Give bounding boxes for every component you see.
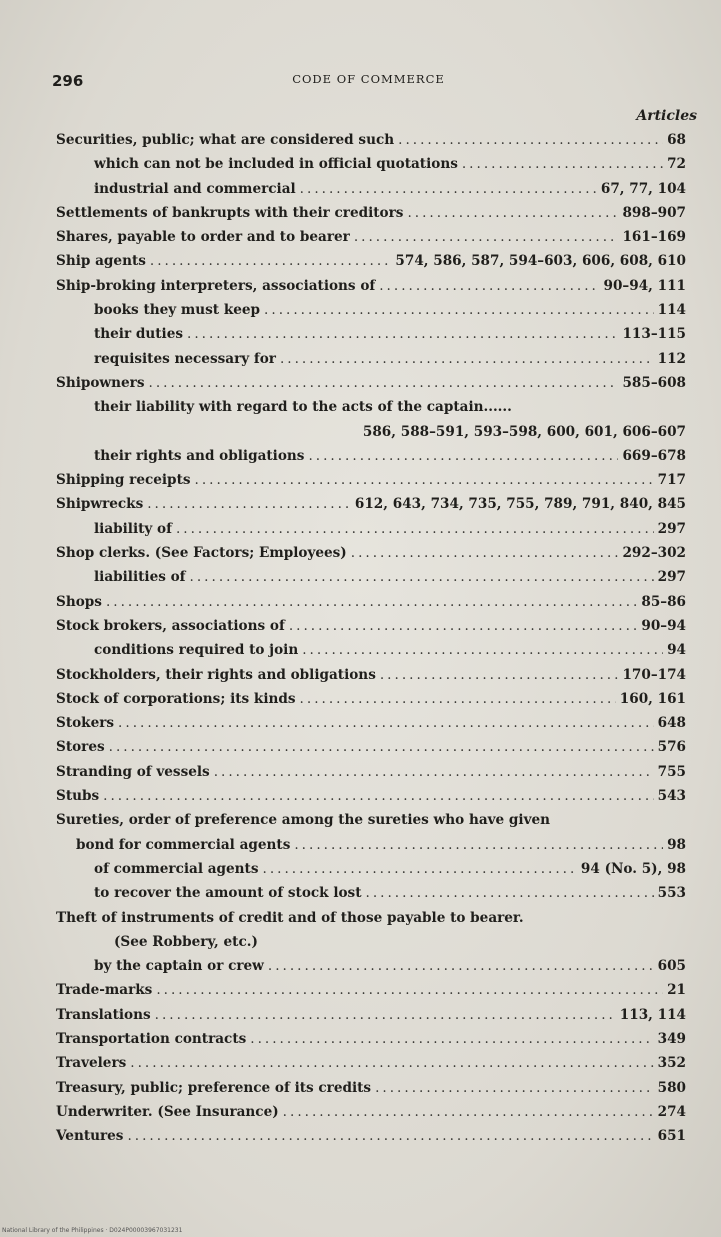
index-entry [56,472,686,496]
leader-dots [187,326,618,342]
entry-article-refs: 113, 114 [619,1006,686,1023]
entry-label: bond for commercial agents [76,836,291,853]
leader-dots [308,448,618,464]
entry-label: Stock of corporations; its kinds [56,690,296,707]
entry-article-refs: 98 [667,836,686,853]
entry-label: Sureties, order of preference among the sureties who have given [56,812,551,829]
entry-article-refs: 161–169 [622,229,686,246]
entry-label: which can not be included in official quotations [94,156,458,173]
index-entry [56,351,686,375]
index-entry [56,569,686,593]
index-entry [56,715,686,739]
entry-article-refs: 160, 161 [619,690,686,707]
leader-dots [103,788,653,804]
entry-article-refs: 898–907 [622,204,686,221]
leader-dots [147,496,351,512]
entry-article-refs: 94 (No. 5), 98 [580,860,686,877]
entry-label: Ship agents [56,253,146,270]
entry-article-refs: 553 [657,885,686,902]
leader-dots [462,156,663,172]
index-entry [56,132,686,156]
entry-label: their rights and obligations [94,447,305,464]
index-entry [56,618,686,642]
index-entry [56,910,686,934]
entry-label: to recover the amount of stock lost [94,885,362,902]
entry-article-refs: 170–174 [622,666,686,683]
entry-label: Treasury, public; preference of its credits [56,1079,372,1096]
leader-dots [250,1031,653,1047]
index-entry [56,229,686,253]
entry-article-refs: 755 [657,763,686,780]
entry-label: their liability with regard to the acts of the captain...... [94,399,512,416]
index-entry [56,545,686,569]
entry-label: of commercial agents [94,860,259,877]
leader-dots [109,739,654,755]
entry-label: Stranding of vessels [56,763,210,780]
index-entry [56,934,686,958]
leader-dots [379,278,599,294]
index-entry [56,837,686,861]
entry-article-refs: 90–94 [641,617,686,634]
index-entry [56,982,686,1006]
leader-dots [366,885,654,901]
entry-label: Shipowners [56,374,145,391]
leader-dots [398,132,663,148]
leader-dots [283,1104,654,1120]
entry-article-refs: 352 [657,1055,686,1072]
leader-dots [150,253,392,269]
entry-label: Theft of instruments of credit and of those payable to bearer. [56,909,524,926]
entry-label: (See Robbery, etc.) [114,933,258,950]
index-entry [56,278,686,302]
entry-label: Stockholders, their rights and obligations [56,666,376,683]
entry-article-refs: 574, 586, 587, 594–603, 606, 608, 610 [395,253,686,270]
leader-dots [263,861,577,877]
entry-label: Travelers [56,1055,127,1072]
index-entry [56,181,686,205]
leader-dots [195,472,654,488]
entry-label: Stubs [56,788,100,805]
entry-article-refs: 94 [667,642,686,659]
entry-label: Ventures [56,1128,124,1145]
leader-dots [302,642,663,658]
entry-article-refs: 113–115 [622,326,686,343]
index-entry [56,496,686,520]
entry-article-refs: 651 [657,1128,686,1145]
index-entry [56,302,686,326]
entry-label: Shipping receipts [56,472,191,489]
index-entry [56,1128,686,1152]
entry-label: Trade-marks [56,982,153,999]
page-number: 296 [52,72,84,90]
leader-dots [106,594,637,610]
entry-label: Stores [56,739,105,756]
entry-label: by the captain or crew [94,958,264,975]
entry-label: books they must keep [94,302,261,319]
leader-dots [380,667,619,683]
index-entry [56,958,686,982]
entry-label: Shares, payable to order and to bearer [56,229,350,246]
leader-dots [407,205,618,221]
entry-label: Securities, public; what are considered such [56,132,395,148]
entry-label: Shop clerks. (See Factors; Employees) [56,545,347,562]
entry-label: industrial and commercial [94,180,296,197]
entry-label: Stokers [56,715,115,732]
entry-article-refs: 543 [657,788,686,805]
index-entry [56,739,686,763]
leader-dots [127,1128,653,1144]
index-entry [56,1055,686,1079]
entry-article-refs: 669–678 [622,447,686,464]
entry-article-refs: 576 [657,739,686,756]
index-entry [56,788,686,812]
entry-article-refs: 648 [657,715,686,732]
index-entry [56,594,686,618]
leader-dots [214,764,654,780]
leader-dots [375,1080,654,1096]
entry-label: Stock brokers, associations of [56,617,285,634]
entry-article-refs: 297 [657,520,686,537]
entry-label: Translations [56,1006,151,1023]
entry-article-refs: 21 [667,982,686,999]
leader-dots [149,375,619,391]
index-entry [56,156,686,180]
entry-label: liability of [94,520,172,537]
entry-article-refs: 68 [667,132,686,148]
index-entry [56,253,686,277]
entry-article-refs: 605 [657,958,686,975]
entry-article-refs: 114 [657,302,686,319]
index-entry [56,521,686,545]
index-entry [56,1007,686,1031]
index-entry [56,812,686,836]
index-entry [56,1104,686,1128]
index-entries [56,132,686,1152]
index-entry [56,642,686,666]
page-header [52,68,685,92]
entry-article-refs: 580 [657,1079,686,1096]
leader-dots [354,229,619,245]
entry-article-refs: 72 [667,156,686,173]
index-entry [56,691,686,715]
running-title: CODE OF COMMERCE [292,72,445,86]
index-entry [56,326,686,350]
entry-article-refs: 612, 643, 734, 735, 755, 789, 791, 840, 845 [354,496,686,513]
entry-label: Underwriter. (See Insurance) [56,1103,279,1120]
leader-dots [300,691,616,707]
leader-dots [190,569,654,585]
entry-label: Shops [56,593,102,610]
entry-label: Settlements of bankrupts with their creditors [56,204,404,221]
entry-label: Ship-broking interpreters, associations of [56,277,376,294]
leader-dots [130,1055,653,1071]
leader-dots [156,982,663,998]
index-entry [56,1080,686,1104]
index-entry [56,764,686,788]
entry-label: Shipwrecks [56,496,144,513]
leader-dots [264,302,654,318]
entry-article-refs: 85–86 [641,593,686,610]
entry-article-refs: 67, 77, 104 [600,180,686,197]
entry-article-refs: 274 [657,1103,686,1120]
leader-dots [176,521,654,537]
index-entry [56,1031,686,1055]
leader-dots [155,1007,616,1023]
index-entry [56,424,686,448]
leader-dots [280,351,654,367]
leader-dots [300,181,597,197]
entry-label: conditions required to join [94,642,299,659]
index-entry [56,375,686,399]
library-stamp: National Library of the Philippines · D024P00003967031231 [2,1227,183,1234]
entry-label: requisites necessary for [94,350,276,367]
index-entry [56,448,686,472]
entry-label: their duties [94,326,184,343]
column-heading: Articles [636,108,697,124]
index-entry [56,399,686,423]
leader-dots [289,618,638,634]
index-entry [56,205,686,229]
leader-dots [118,715,654,731]
index-entry [56,667,686,691]
entry-article-refs: 297 [657,569,686,586]
leader-dots [351,545,619,561]
entry-label: liabilities of [94,569,186,586]
entry-label: Transportation contracts [56,1030,247,1047]
entry-article-refs: 112 [657,350,686,367]
entry-article-refs: 349 [657,1030,686,1047]
leader-dots [294,837,663,853]
leader-dots [268,958,654,974]
entry-article-refs: 292–302 [622,545,686,562]
entry-article-refs: 585–608 [622,374,686,391]
entry-article-refs: 717 [657,472,686,489]
index-entry [56,861,686,885]
entry-article-refs: 586, 588–591, 593–598, 600, 601, 606–607 [362,423,686,440]
entry-article-refs: 90–94, 111 [603,277,686,294]
index-entry [56,885,686,909]
